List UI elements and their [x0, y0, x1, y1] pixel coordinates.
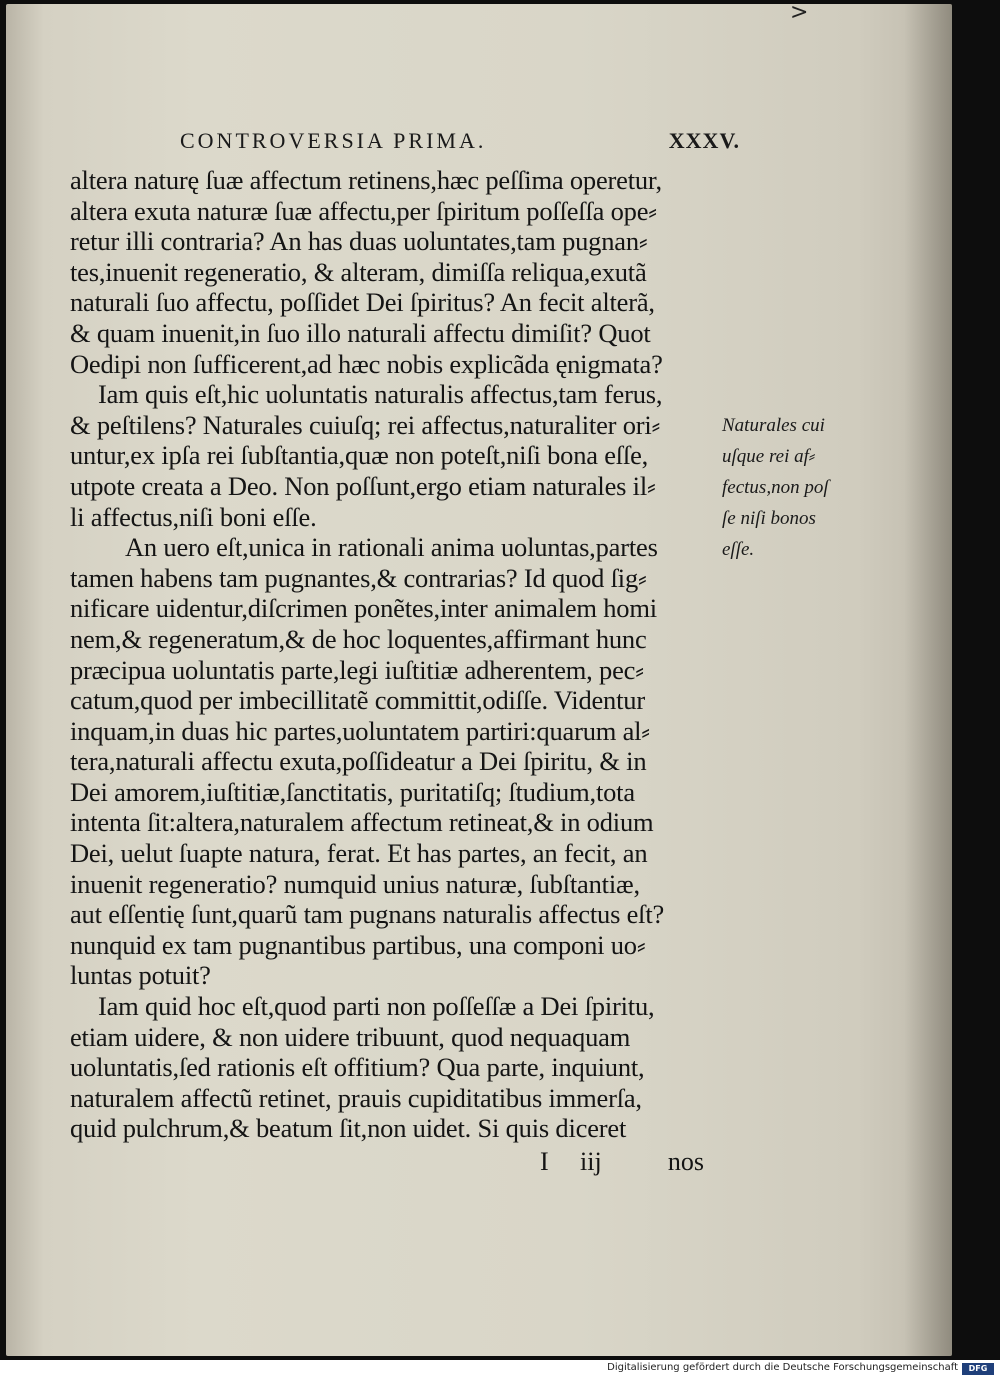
signature-letter: I	[540, 1147, 549, 1176]
text-line: utpote creata a Deo. Non poſſunt,ergo etiam naturales il⸗	[70, 470, 656, 501]
text-line: uoluntatis,ſed rationis eſt offitium? Qua parte, inquiunt,	[70, 1052, 645, 1083]
text-line: altera exuta naturæ ſuæ affectu,per ſpiritum poſſeſſa ope⸗	[70, 195, 657, 226]
marginal-note-line: eſſe.	[722, 539, 755, 560]
text-line: etiam uidere, & non uidere tribuunt, quod nequaquam	[70, 1021, 631, 1052]
folio-number: XXXV.	[668, 128, 740, 153]
text-line: tamen habens tam pugnantes,& contrarias? Id quod ſig⸗	[70, 562, 647, 593]
text-line: & peſtilens? Naturales cuiuſq; rei affectus,naturaliter ori⸗	[70, 409, 661, 440]
text-line: altera naturę ſuæ affectum retinens,hæc peſſima operetur,	[70, 165, 662, 195]
signature-number: iij	[580, 1147, 602, 1176]
paragraph-start-line: An uero eſt,unica in rationali anima uoluntas,partes	[125, 532, 658, 563]
text-line: retur illi contraria? An has duas uoluntates,tam pugnan⸗	[70, 226, 648, 257]
text-line: nem,& regeneratum,& de hoc loquentes,affirmant hunc	[70, 623, 647, 654]
marginal-note-line: fectus,non poſ	[722, 477, 829, 498]
text-line: nunquid ex tam pugnantibus partibus, una componi uo⸗	[70, 929, 646, 960]
text-line: untur,ex ipſa rei ſubſtantia,quæ non poteſt,niſi bona eſſe,	[70, 440, 649, 471]
text-line: Oedipi non ſufficerent,ad hæc nobis explicãda ęnigmata?	[70, 348, 663, 379]
footer-bar	[0, 1360, 1000, 1378]
text-line: intenta ſit:altera,naturalem affectum retineat,& in odium	[70, 807, 654, 838]
corner-mark: >	[790, 0, 809, 25]
text-line: Dei, uelut ſuapte natura, ferat. Et has partes, an fecit, an	[70, 838, 648, 869]
marginal-note	[722, 410, 852, 565]
dfg-logo-icon: DFG	[962, 1363, 994, 1375]
text-line: aut eſſentię ſunt,quarũ tam pugnans naturalis affectus eſt?	[70, 899, 665, 930]
main-text-block	[70, 165, 715, 1144]
marginal-note-line: uſque rei af⸗	[722, 446, 816, 467]
text-line: naturali ſuo affectu, poſſidet Dei ſpiritus? An fecit alterã,	[70, 287, 655, 318]
marginal-note-line: ſe niſi bonos	[722, 508, 816, 529]
running-head: CONTROVERSIA PRIMA.	[180, 128, 487, 153]
text-line: tes,inuenit regeneratio, & alteram, dimiſſa reliqua,exutã	[70, 256, 647, 287]
text-line: inquam,in duas hic partes,uoluntatem partiri:quarum al⸗	[70, 715, 650, 746]
text-line: naturalem affectũ retinet, prauis cupiditatibus immerſa,	[70, 1082, 642, 1113]
text-line: nificare uidentur,diſcrimen ponẽtes,inter animalem homi	[70, 593, 657, 624]
marginal-note-line: Naturales cui	[722, 415, 825, 436]
signature-mark	[540, 1147, 704, 1179]
paragraph-start-line: Iam quis eſt,hic uoluntatis naturalis affectus,tam ferus,	[98, 379, 663, 410]
funding-credit: Digitalisierung gefördert durch die Deutsche Forschungsgemeinschaft	[607, 1362, 958, 1373]
catchword: nos	[667, 1147, 704, 1176]
text-line: Dei amorem,iuſtitiæ,ſanctitatis, puritatiſq; ſtudium,tota	[70, 776, 635, 807]
paragraph-start-line: Iam quid hoc eſt,quod parti non poſſeſſæ a Dei ſpiritu,	[98, 991, 655, 1022]
text-line: li affectus,niſi boni eſſe.	[70, 501, 317, 532]
page-header	[180, 128, 740, 158]
text-line: luntas potuit?	[70, 960, 211, 991]
text-line: & quam inuenit,in ſuo illo naturali affectu dimiſit? Quot	[70, 317, 651, 348]
text-line: catum,quod per imbecillitatẽ committit,odiſſe. Videntur	[70, 685, 645, 716]
text-line: tera,naturali affectu exuta,poſſideatur a Dei ſpiritu, & in	[70, 746, 647, 777]
page-edge-shadow	[904, 4, 952, 1356]
text-line: præcipua uoluntatis parte,legi iuſtitiæ adherentem, pec⸗	[70, 654, 644, 685]
text-line: quid pulchrum,& beatum ſit,non uidet. Si quis diceret	[70, 1113, 627, 1144]
text-line: inuenit regeneratio? numquid unius naturæ, ſubſtantiæ,	[70, 868, 640, 899]
